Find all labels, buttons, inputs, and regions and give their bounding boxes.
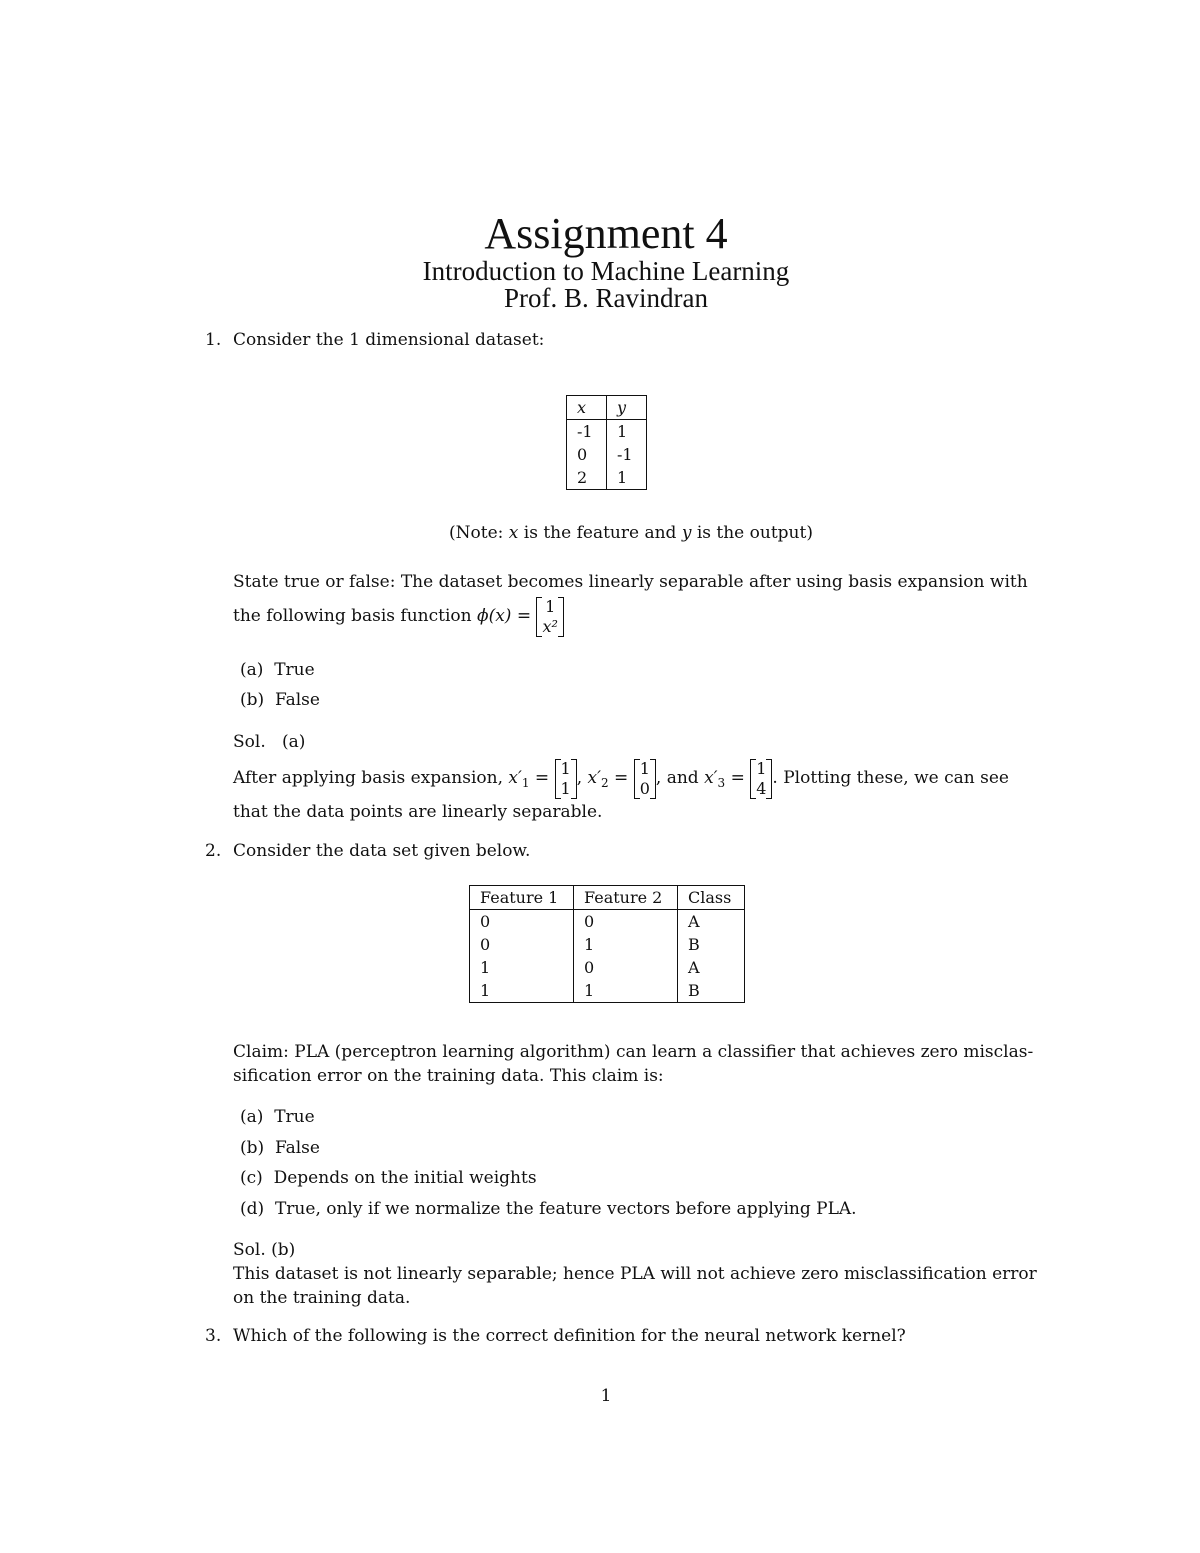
option-text: True xyxy=(274,660,315,680)
q1-table-header-y: y xyxy=(607,396,647,420)
option-text: Depends on the initial weights xyxy=(273,1168,537,1188)
x1-matrix xyxy=(555,759,577,799)
q2-table-header-feature1: Feature 1 xyxy=(470,886,574,910)
q1-note xyxy=(0,523,1200,543)
matrix-entry: x² xyxy=(542,616,558,636)
q2-solution: Sol. (b) xyxy=(233,1240,296,1260)
option-label: (c) xyxy=(240,1168,263,1188)
matrix-entry: 1 xyxy=(545,596,556,616)
table-cell: 0 xyxy=(567,443,607,466)
q3-prompt: Which of the following is the correct definition for the neural network kernel? xyxy=(233,1326,906,1346)
var-x1: x′ xyxy=(508,768,522,788)
table-cell: 1 xyxy=(470,956,574,979)
q2-table-header-feature2: Feature 2 xyxy=(574,886,678,910)
q2-dataset-table xyxy=(469,885,745,1003)
note-var-y: y xyxy=(681,523,692,543)
q3-number: 3. xyxy=(205,1326,222,1346)
note-text: is the output) xyxy=(691,523,813,543)
q1-solution xyxy=(233,732,305,752)
course-name: Introduction to Machine Learning xyxy=(422,256,790,286)
q1-number: 1. xyxy=(205,330,222,350)
q2-option-b xyxy=(240,1138,320,1158)
option-label: (b) xyxy=(240,690,265,710)
var-x2: x′ xyxy=(587,768,601,788)
table-cell: -1 xyxy=(607,443,647,466)
q2-explanation-line2: on the training data. xyxy=(233,1288,411,1308)
option-text: False xyxy=(274,1138,320,1158)
subscript: 3 xyxy=(717,776,726,790)
x3-matrix xyxy=(750,759,772,799)
note-text: (Note: xyxy=(449,523,509,543)
q1-dataset-table xyxy=(566,395,647,490)
table-cell: 0 xyxy=(470,933,574,956)
q2-option-d xyxy=(240,1199,857,1219)
q1-prompt: Consider the 1 dimensional dataset: xyxy=(233,330,545,350)
q1-table-header-x: x xyxy=(567,396,607,420)
option-text: False xyxy=(274,690,320,710)
subscript: 2 xyxy=(601,776,609,790)
var-x3: x′ xyxy=(704,768,718,788)
statement-text: the following basis function xyxy=(233,606,477,626)
explanation-text: . Plotting these, we can see xyxy=(772,768,1009,788)
table-cell: B xyxy=(678,979,745,1003)
explanation-text: , and xyxy=(655,768,705,788)
q2-prompt: Consider the data set given below. xyxy=(233,841,531,861)
table-cell: 0 xyxy=(574,910,678,934)
table-cell: 2 xyxy=(567,466,607,490)
subscript: 1 xyxy=(521,776,530,790)
q2-table-header-class: Class xyxy=(678,886,745,910)
solution-answer: (a) xyxy=(281,732,306,752)
table-cell: B xyxy=(678,933,745,956)
table-cell: 1 xyxy=(470,979,574,1003)
matrix-entry: 1 xyxy=(560,758,571,778)
basis-function: ϕ(x) = xyxy=(476,606,532,626)
q2-option-a xyxy=(240,1107,315,1127)
q1-option-a xyxy=(240,660,315,680)
note-text: is the feature and xyxy=(518,523,682,543)
table-cell: 0 xyxy=(470,910,574,934)
table-cell: A xyxy=(678,910,745,934)
q1-explanation-line1: After applying basis expansion, $x'_1$ = 1 1 , $x'_2$ = 1 0 , and $x'_3$ = 1 4 . Plotting these, we can see xyxy=(233,758,1009,798)
matrix-entry: 1 xyxy=(756,758,767,778)
q1-option-b xyxy=(240,690,320,710)
q2-claim-line1: Claim: PLA (perceptron learning algorithm) can learn a classifier that achieves zero misclas- xyxy=(233,1042,1034,1062)
page-number: 1 xyxy=(600,1386,612,1406)
instructor-name: Prof. B. Ravindran xyxy=(504,283,708,313)
q2-claim-line2: sification error on the training data. This claim is: xyxy=(233,1066,664,1086)
table-cell: A xyxy=(678,956,745,979)
x2-matrix xyxy=(634,759,656,799)
q1-statement-line2 xyxy=(233,594,564,638)
option-text: True xyxy=(274,1107,315,1127)
q2-number: 2. xyxy=(205,841,222,861)
matrix-entry: 1 xyxy=(560,778,571,798)
phi-matrix xyxy=(536,597,563,637)
option-label: (a) xyxy=(240,1107,264,1127)
q1-statement-line1: State true or false: The dataset becomes linearly separable after using basis expansion with xyxy=(233,572,1028,592)
table-cell: 0 xyxy=(574,956,678,979)
matrix-entry: 1 xyxy=(639,758,650,778)
option-label: (a) xyxy=(240,660,264,680)
option-text: True, only if we normalize the feature vectors before applying PLA. xyxy=(274,1199,857,1219)
document-title: Assignment 4 xyxy=(484,209,728,258)
q2-explanation-line1: This dataset is not linearly separable; hence PLA will not achieve zero misclassification error xyxy=(233,1264,1037,1284)
table-cell: 1 xyxy=(607,466,647,490)
option-label: (d) xyxy=(240,1199,265,1219)
q2-option-c xyxy=(240,1168,537,1188)
note-var-x: x xyxy=(508,523,519,543)
q1-explanation-line2: that the data points are linearly separable. xyxy=(233,802,603,822)
table-cell: -1 xyxy=(567,420,607,444)
option-label: (b) xyxy=(240,1138,265,1158)
matrix-entry: 0 xyxy=(639,778,650,798)
solution-label: Sol. xyxy=(233,732,266,752)
table-cell: 1 xyxy=(574,979,678,1003)
table-cell: 1 xyxy=(607,420,647,444)
table-cell: 1 xyxy=(574,933,678,956)
explanation-text: After applying basis expansion, xyxy=(233,768,509,788)
matrix-entry: 4 xyxy=(756,778,767,798)
